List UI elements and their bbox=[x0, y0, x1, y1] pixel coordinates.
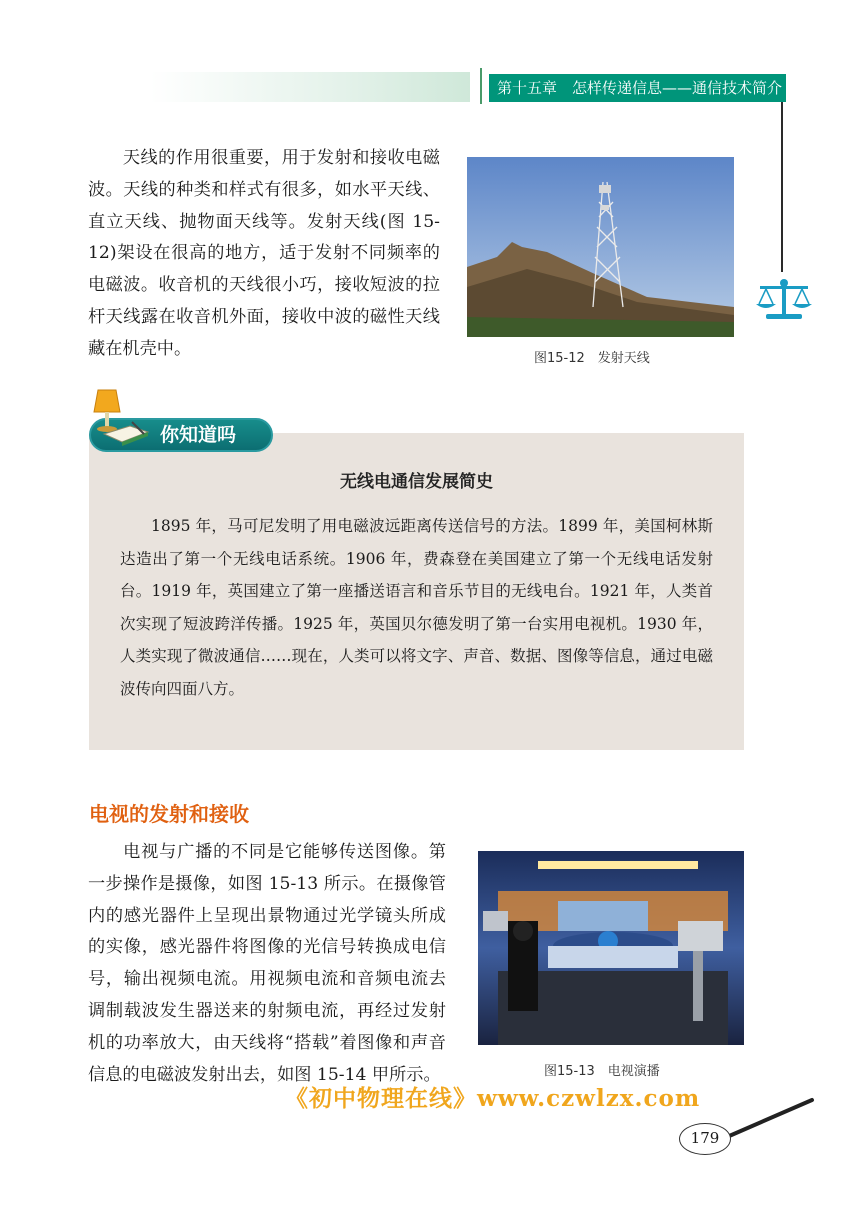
chapter-title: 第十五章 怎样传递信息——通信技术简介 bbox=[489, 74, 786, 102]
figure-15-12-caption: 图15-12 发射天线 bbox=[534, 351, 650, 366]
transmitting-antenna-photo bbox=[467, 157, 734, 337]
lamp-book-icon bbox=[86, 382, 156, 452]
header-divider bbox=[480, 68, 482, 104]
page-number: 179 bbox=[679, 1123, 731, 1155]
did-you-know-label: 你知道吗 bbox=[160, 424, 237, 446]
antenna-paragraph: 天线的作用很重要，用于发射和接收电磁波。天线的种类和样式有很多，如水平天线、直立天线、抛物面天线等。发射天线(图 15-12)架设在很高的地方，适于发射不同频率的电磁波。收音机的天线很小巧，接收短波的拉杆天线露在收音机外面，接收中波的磁性天线藏在机壳中。 bbox=[88, 148, 440, 359]
header-gradient-bar bbox=[150, 72, 470, 102]
margin-rule bbox=[781, 102, 783, 272]
section-heading: 电视的发射和接收 bbox=[89, 802, 249, 826]
tv-studio-photo bbox=[478, 851, 744, 1045]
box-title: 无线电通信发展简史 bbox=[340, 472, 493, 492]
figure-15-13-caption: 图15-13 电视演播 bbox=[544, 1064, 660, 1079]
box-body: 1895 年，马可尼发明了用电磁波远距离传送信号的方法。1899 年，美国柯林斯达造出了第一个无线电话系统。1906 年，费森登在美国建立了第一个无线电话发射台。1919 年，英国建立了第一座播送语言和音乐节目的无线电台。1921 年，人类首次实现了短波跨洋传播。1925 年，英国贝尔德发明了第一台实用电视机。1930 年，人类实现了微波通信……现在，人类可以将文字、声音、数据、图像等信息，通过电磁波传向四面八方。 bbox=[120, 517, 713, 698]
balance-scale-icon bbox=[754, 278, 814, 322]
watermark: 《初中物理在线》www.czwlzx.com bbox=[285, 1085, 701, 1112]
tv-paragraph: 电视与广播的不同是它能够传送图像。第一步操作是摄像，如图 15-13 所示。在摄像管内的感光器件上呈现出景物通过光学镜头所成的实像，感光器件将图像的光信号转换成电信号，输出视频电流。用视频电流和音频电流去调制载波发生器送来的射频电流，再经过发射机的功率放大，由天线将“搭载”着图像和声音信息的电磁波发射出去，如图 15-14 甲所示。 bbox=[88, 842, 446, 1085]
